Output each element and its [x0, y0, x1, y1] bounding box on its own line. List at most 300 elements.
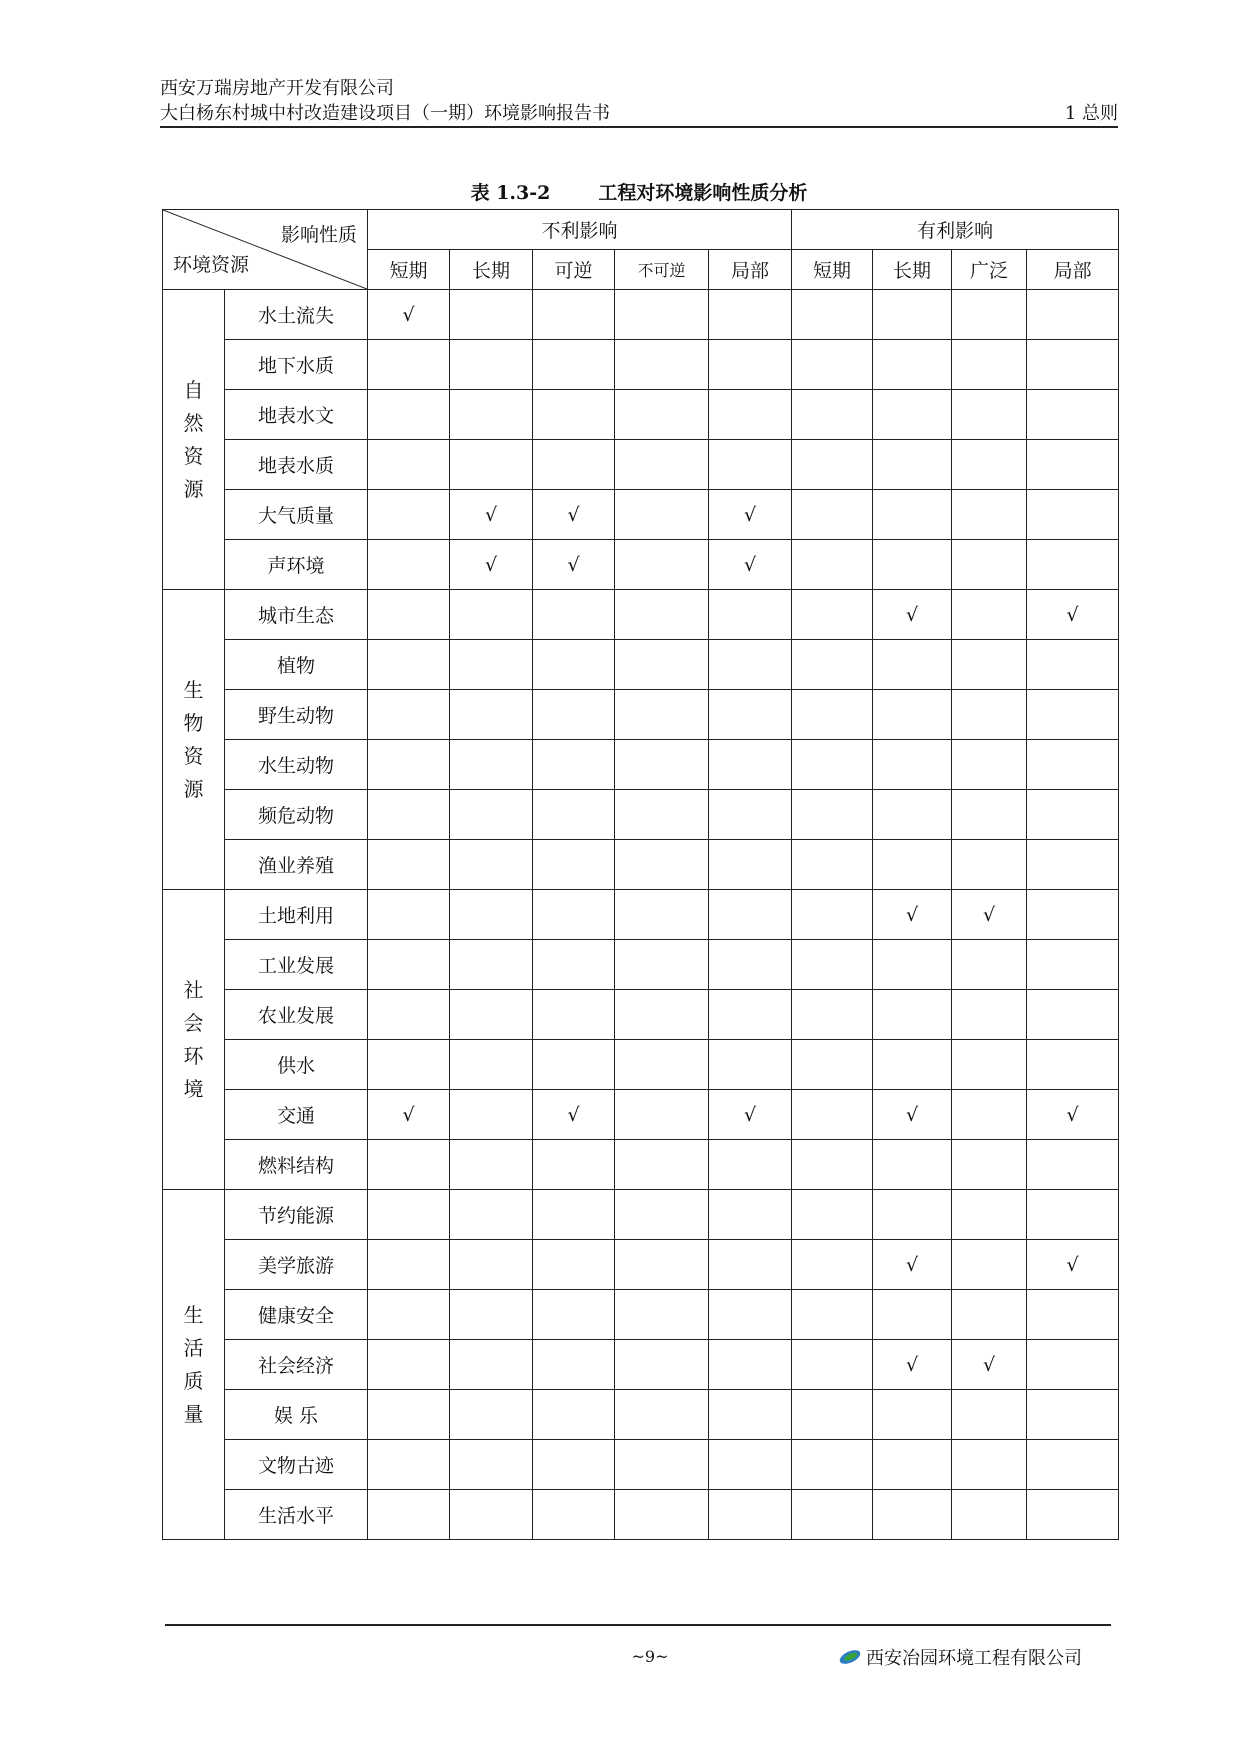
check-mark-cell: √ [533, 1090, 615, 1140]
empty-cell [792, 890, 873, 940]
empty-cell [792, 1140, 873, 1190]
empty-cell [368, 490, 450, 540]
empty-cell [368, 740, 450, 790]
table-row [163, 1490, 1119, 1540]
empty-cell [450, 1240, 533, 1290]
empty-cell [952, 840, 1027, 890]
table-row [163, 290, 1119, 340]
empty-cell [368, 1490, 450, 1540]
empty-cell [450, 1140, 533, 1190]
empty-cell [709, 790, 792, 840]
empty-cell [952, 1090, 1027, 1140]
empty-cell [792, 640, 873, 690]
empty-cell [533, 340, 615, 390]
resource-name: 水土流失 [225, 290, 368, 340]
empty-cell [1027, 640, 1119, 690]
check-mark-cell: √ [1027, 590, 1119, 640]
empty-cell [615, 1240, 709, 1290]
empty-cell [709, 690, 792, 740]
empty-cell [952, 1190, 1027, 1240]
empty-cell [952, 490, 1027, 540]
empty-cell [533, 590, 615, 640]
empty-cell [952, 390, 1027, 440]
empty-cell [615, 1140, 709, 1190]
empty-cell [450, 1090, 533, 1140]
empty-cell [952, 1240, 1027, 1290]
empty-cell [368, 790, 450, 840]
empty-cell [615, 1390, 709, 1440]
table-row [163, 1140, 1119, 1190]
empty-cell [615, 590, 709, 640]
empty-cell [1027, 340, 1119, 390]
empty-cell [873, 840, 952, 890]
resource-name: 声环境 [225, 540, 368, 590]
empty-cell [615, 990, 709, 1040]
empty-cell [368, 1040, 450, 1090]
leaf-logo-icon [838, 1649, 862, 1665]
empty-cell [368, 1190, 450, 1240]
table-row [163, 1440, 1119, 1490]
empty-cell [709, 940, 792, 990]
empty-cell [952, 990, 1027, 1040]
empty-cell [533, 940, 615, 990]
empty-cell [792, 940, 873, 990]
table-row [163, 790, 1119, 840]
empty-cell [450, 940, 533, 990]
category-char: 源 [183, 476, 204, 501]
empty-cell [952, 640, 1027, 690]
empty-cell [873, 1190, 952, 1240]
empty-cell [709, 1290, 792, 1340]
category-cell [163, 1190, 225, 1540]
empty-cell [873, 1440, 952, 1490]
check-mark-cell: √ [952, 1340, 1027, 1390]
category-char: 环 [183, 1043, 204, 1068]
empty-cell [709, 1240, 792, 1290]
resource-name: 水生动物 [225, 740, 368, 790]
header-section: 1 总则 [1064, 103, 1118, 124]
empty-cell [873, 440, 952, 490]
category-char: 源 [183, 776, 204, 801]
empty-cell [533, 1190, 615, 1240]
empty-cell [368, 940, 450, 990]
empty-cell [873, 390, 952, 440]
group-header-unfavorable: 不利影响 [368, 210, 792, 250]
empty-cell [709, 890, 792, 940]
empty-cell [615, 1090, 709, 1140]
empty-cell [952, 540, 1027, 590]
empty-cell [873, 1390, 952, 1440]
category-char: 活 [183, 1335, 204, 1360]
empty-cell [615, 540, 709, 590]
check-mark-cell: √ [450, 540, 533, 590]
resource-name: 社会经济 [225, 1340, 368, 1390]
empty-cell [1027, 490, 1119, 540]
empty-cell [792, 1340, 873, 1390]
empty-cell [952, 340, 1027, 390]
empty-cell [450, 890, 533, 940]
table-row [163, 640, 1119, 690]
group-header-favorable: 有利影响 [792, 210, 1119, 250]
empty-cell [450, 390, 533, 440]
resource-name: 燃料结构 [225, 1140, 368, 1190]
resource-name: 土地利用 [225, 890, 368, 940]
empty-cell [615, 890, 709, 940]
empty-cell [792, 1390, 873, 1440]
empty-cell [873, 490, 952, 540]
empty-cell [450, 1390, 533, 1440]
category-cell [163, 890, 225, 1190]
resource-name: 地表水文 [225, 390, 368, 440]
empty-cell [1027, 1490, 1119, 1540]
empty-cell [709, 1190, 792, 1240]
check-mark-cell: √ [952, 890, 1027, 940]
table-row [163, 990, 1119, 1040]
check-mark-cell: √ [873, 1340, 952, 1390]
empty-cell [368, 890, 450, 940]
empty-cell [792, 590, 873, 640]
empty-cell [615, 290, 709, 340]
empty-cell [952, 940, 1027, 990]
table-row [163, 740, 1119, 790]
check-mark-cell: √ [709, 490, 792, 540]
empty-cell [792, 1440, 873, 1490]
resource-name: 植物 [225, 640, 368, 690]
empty-cell [952, 1140, 1027, 1190]
empty-cell [615, 840, 709, 890]
empty-cell [952, 690, 1027, 740]
empty-cell [368, 990, 450, 1040]
empty-cell [368, 1440, 450, 1490]
empty-cell [709, 340, 792, 390]
resource-name: 大气质量 [225, 490, 368, 540]
sub-header-0: 短期 [368, 250, 450, 290]
empty-cell [952, 1490, 1027, 1540]
table-row [163, 690, 1119, 740]
empty-cell [792, 390, 873, 440]
category-char: 会 [183, 1010, 204, 1035]
empty-cell [450, 1440, 533, 1490]
empty-cell [792, 1090, 873, 1140]
empty-cell [450, 1490, 533, 1540]
header-rule [160, 126, 1118, 128]
sub-header-6: 长期 [873, 250, 952, 290]
empty-cell [533, 990, 615, 1040]
empty-cell [533, 640, 615, 690]
empty-cell [1027, 1390, 1119, 1440]
empty-cell [615, 790, 709, 840]
empty-cell [952, 1390, 1027, 1440]
empty-cell [709, 390, 792, 440]
empty-cell [873, 940, 952, 990]
resource-name: 美学旅游 [225, 1240, 368, 1290]
check-mark-cell: √ [368, 290, 450, 340]
empty-cell [873, 290, 952, 340]
table-row [163, 390, 1119, 440]
category-char: 量 [183, 1401, 204, 1426]
empty-cell [709, 740, 792, 790]
empty-cell [1027, 1190, 1119, 1240]
empty-cell [792, 490, 873, 540]
empty-cell [368, 1240, 450, 1290]
empty-cell [615, 940, 709, 990]
sub-header-1: 长期 [450, 250, 533, 290]
empty-cell [792, 690, 873, 740]
empty-cell [873, 990, 952, 1040]
resource-name: 频危动物 [225, 790, 368, 840]
empty-cell [792, 740, 873, 790]
empty-cell [450, 740, 533, 790]
empty-cell [533, 1140, 615, 1190]
empty-cell [450, 290, 533, 340]
corner-bottom-label: 环境资源 [173, 254, 250, 276]
empty-cell [450, 1040, 533, 1090]
empty-cell [615, 690, 709, 740]
empty-cell [450, 1290, 533, 1340]
empty-cell [368, 590, 450, 640]
check-mark-cell: √ [873, 1240, 952, 1290]
impact-table [162, 209, 1119, 1540]
empty-cell [368, 1340, 450, 1390]
resource-name: 交通 [225, 1090, 368, 1140]
empty-cell [450, 440, 533, 490]
empty-cell [873, 1140, 952, 1190]
table-row [163, 340, 1119, 390]
empty-cell [1027, 1340, 1119, 1390]
empty-cell [450, 590, 533, 640]
empty-cell [533, 1290, 615, 1340]
empty-cell [709, 290, 792, 340]
table-row [163, 440, 1119, 490]
empty-cell [792, 790, 873, 840]
empty-cell [1027, 390, 1119, 440]
empty-cell [533, 1240, 615, 1290]
empty-cell [533, 440, 615, 490]
table-row [163, 1190, 1119, 1240]
empty-cell [1027, 940, 1119, 990]
empty-cell [1027, 740, 1119, 790]
resource-name: 节约能源 [225, 1190, 368, 1240]
resource-name: 农业发展 [225, 990, 368, 1040]
empty-cell [952, 1040, 1027, 1090]
empty-cell [952, 590, 1027, 640]
empty-cell [1027, 1290, 1119, 1340]
empty-cell [709, 1340, 792, 1390]
footer-company [838, 1644, 1082, 1670]
footer-rule [165, 1624, 1111, 1626]
header-project: 大白杨东村城中村改造建设项目（一期）环境影响报告书 [160, 103, 610, 124]
empty-cell [533, 290, 615, 340]
table-row [163, 890, 1119, 940]
empty-cell [533, 1040, 615, 1090]
empty-cell [1027, 890, 1119, 940]
empty-cell [450, 690, 533, 740]
check-mark-cell: √ [1027, 1240, 1119, 1290]
empty-cell [1027, 690, 1119, 740]
empty-cell [792, 440, 873, 490]
empty-cell [615, 440, 709, 490]
check-mark-cell: √ [533, 490, 615, 540]
empty-cell [709, 1490, 792, 1540]
empty-cell [952, 1440, 1027, 1490]
empty-cell [709, 1040, 792, 1090]
empty-cell [615, 340, 709, 390]
empty-cell [533, 1390, 615, 1440]
table-row [163, 1090, 1119, 1140]
table-row [163, 490, 1119, 540]
empty-cell [709, 1140, 792, 1190]
empty-cell [873, 690, 952, 740]
check-mark-cell: √ [368, 1090, 450, 1140]
empty-cell [792, 1190, 873, 1240]
empty-cell [952, 1290, 1027, 1340]
empty-cell [368, 440, 450, 490]
table-row [163, 1240, 1119, 1290]
empty-cell [709, 840, 792, 890]
resource-name: 地表水质 [225, 440, 368, 490]
check-mark-cell: √ [533, 540, 615, 590]
empty-cell [615, 1040, 709, 1090]
category-char: 资 [183, 443, 204, 468]
empty-cell [615, 640, 709, 690]
empty-cell [709, 440, 792, 490]
empty-cell [615, 740, 709, 790]
empty-cell [1027, 1040, 1119, 1090]
check-mark-cell: √ [709, 540, 792, 590]
category-char: 资 [183, 743, 204, 768]
empty-cell [1027, 540, 1119, 590]
empty-cell [533, 1340, 615, 1390]
check-mark-cell: √ [873, 890, 952, 940]
empty-cell [873, 1490, 952, 1540]
empty-cell [533, 690, 615, 740]
empty-cell [368, 690, 450, 740]
empty-cell [533, 390, 615, 440]
empty-cell [615, 1490, 709, 1540]
empty-cell [792, 1290, 873, 1340]
category-char: 境 [183, 1076, 204, 1101]
empty-cell [450, 990, 533, 1040]
empty-cell [873, 540, 952, 590]
empty-cell [792, 540, 873, 590]
category-char: 物 [183, 710, 204, 735]
page-number: ~9~ [631, 1647, 669, 1666]
empty-cell [1027, 840, 1119, 890]
empty-cell [368, 840, 450, 890]
resource-name: 城市生态 [225, 590, 368, 640]
table-row [163, 1340, 1119, 1390]
empty-cell [615, 1290, 709, 1340]
table-row [163, 1390, 1119, 1440]
category-char: 生 [183, 1302, 204, 1327]
category-cell [163, 590, 225, 890]
empty-cell [792, 840, 873, 890]
table-title: 工程对环境影响性质分析 [598, 182, 808, 204]
empty-cell [615, 490, 709, 540]
category-char: 然 [183, 410, 204, 435]
resource-name: 娱 乐 [225, 1390, 368, 1440]
empty-cell [450, 790, 533, 840]
empty-cell [792, 1240, 873, 1290]
resource-name: 渔业养殖 [225, 840, 368, 890]
empty-cell [533, 1490, 615, 1540]
category-char: 质 [183, 1368, 204, 1393]
empty-cell [1027, 440, 1119, 490]
header-company: 西安万瑞房地产开发有限公司 [160, 78, 394, 99]
check-mark-cell: √ [450, 490, 533, 540]
table-row [163, 1290, 1119, 1340]
empty-cell [615, 1340, 709, 1390]
sub-header-2: 可逆 [533, 250, 615, 290]
empty-cell [709, 590, 792, 640]
footer-company-name: 西安冶园环境工程有限公司 [866, 1648, 1082, 1669]
empty-cell [368, 1390, 450, 1440]
empty-cell [615, 390, 709, 440]
empty-cell [952, 290, 1027, 340]
empty-cell [792, 340, 873, 390]
empty-cell [1027, 990, 1119, 1040]
empty-cell [873, 790, 952, 840]
check-mark-cell: √ [873, 590, 952, 640]
empty-cell [368, 340, 450, 390]
category-cell [163, 290, 225, 590]
empty-cell [792, 1490, 873, 1540]
empty-cell [615, 1440, 709, 1490]
sub-header-5: 短期 [792, 250, 873, 290]
resource-name: 文物古迹 [225, 1440, 368, 1490]
empty-cell [1027, 1440, 1119, 1490]
sub-header-8: 局部 [1027, 250, 1119, 290]
resource-name: 生活水平 [225, 1490, 368, 1540]
table-row [163, 540, 1119, 590]
empty-cell [709, 1440, 792, 1490]
resource-name: 野生动物 [225, 690, 368, 740]
empty-cell [792, 290, 873, 340]
corner-top-label: 影响性质 [280, 224, 357, 246]
check-mark-cell: √ [873, 1090, 952, 1140]
empty-cell [792, 1040, 873, 1090]
table-row [163, 940, 1119, 990]
check-mark-cell: √ [1027, 1090, 1119, 1140]
empty-cell [533, 840, 615, 890]
empty-cell [709, 640, 792, 690]
empty-cell [368, 540, 450, 590]
empty-cell [450, 840, 533, 890]
sub-header-4: 局部 [709, 250, 792, 290]
sub-header-3: 不可逆 [615, 250, 709, 290]
empty-cell [873, 340, 952, 390]
empty-cell [533, 740, 615, 790]
empty-cell [1027, 290, 1119, 340]
empty-cell [533, 1440, 615, 1490]
empty-cell [450, 640, 533, 690]
empty-cell [368, 390, 450, 440]
empty-cell [368, 640, 450, 690]
category-char: 生 [183, 677, 204, 702]
empty-cell [450, 1190, 533, 1240]
table-row [163, 1040, 1119, 1090]
empty-cell [450, 1340, 533, 1390]
empty-cell [873, 1290, 952, 1340]
empty-cell [368, 1140, 450, 1190]
table-caption [160, 178, 1118, 205]
table-number: 表 1.3-2 [470, 182, 551, 204]
page-header [160, 76, 1118, 126]
resource-name: 供水 [225, 1040, 368, 1090]
resource-name: 地下水质 [225, 340, 368, 390]
empty-cell [615, 1190, 709, 1240]
empty-cell [450, 340, 533, 390]
